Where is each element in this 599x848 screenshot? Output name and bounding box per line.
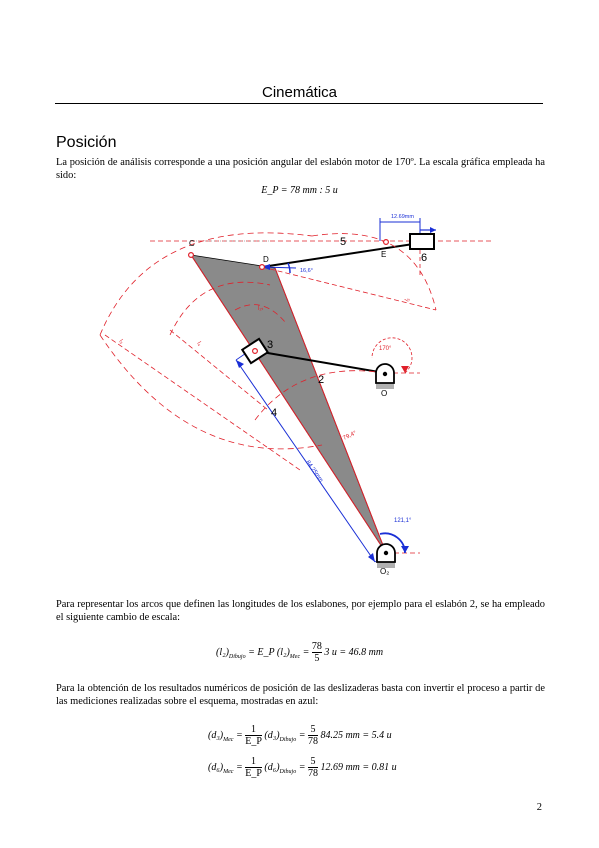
label-arc-ld: l₂ₜ: [258, 306, 264, 312]
section-title: Posición: [56, 134, 117, 151]
eq-l2-left: (l₂): [216, 646, 229, 658]
label-dim-d6: 12.69mm: [391, 214, 414, 220]
label-angle-l: 79,4°: [342, 430, 358, 442]
equation-scale: E_P = 78 mm : 5 u: [261, 185, 338, 196]
label-link-2: 2: [318, 374, 325, 386]
eq-l2-sub-mid: Mec: [289, 653, 301, 660]
equation-l2: $(l_2)_{Dibujo}$ = E_P $(l_2)_{Mec}$ = $\frac{78}{5}$ 3 u = 46.8 mm: [216, 641, 384, 664]
paragraph-scale-change: Para representar los arcos que definen las longitudes de los eslabones, por ejemplo para el eslabón 2, se ha empleado el siguiente cambio de escala:: [56, 599, 545, 623]
label-angle-d: 16,6°: [300, 268, 313, 274]
dim-d3-arrow-end: [368, 553, 375, 562]
eq-d6-right: 12.69 mm = 0.81 u: [320, 761, 397, 773]
eq-d3-sub-left: Mec: [223, 736, 234, 743]
label-o2: O₂: [380, 567, 390, 576]
page-header-title: Cinemática: [261, 84, 338, 101]
eq-d3-fraction-1: [245, 724, 262, 747]
eq-d6-frac2-den: 78: [307, 768, 318, 779]
label-angle-o2: 121,1°: [394, 518, 412, 524]
angle-o-arrow: [401, 366, 409, 373]
label-arc-l3: l₃: [117, 338, 125, 346]
label-link-5: 5: [340, 236, 347, 248]
equation-d3: $(d_3)_{Mec}$ = $\frac{1}{E\_P}$ $(d_3)_{Dibujo}$ = $\frac{5}{78}$ 84.25 mm = 5.4 u: [208, 724, 392, 747]
eq-d6-fraction-2: [308, 756, 318, 779]
label-o: O: [381, 389, 388, 398]
label-e: E: [381, 250, 387, 259]
label-link-6: 6: [421, 252, 428, 264]
eq-d6-frac1-den: E_P: [245, 768, 262, 779]
eq-d3-right: 84.25 mm = 5.4 u: [320, 729, 392, 741]
slider-6: [410, 234, 434, 249]
paragraph-intro: La posición de análisis corresponde a una posición angular del eslabón motor de 170º. La escala gráfica empleada ha sido:: [56, 157, 545, 181]
eq-l2-right: 3 u = 46.8 mm: [324, 646, 384, 658]
joint-e-ref: [384, 240, 389, 245]
eq-d3-frac1-num: 1: [245, 724, 262, 736]
dim-d6-arrow-head: [430, 227, 436, 233]
label-link-3: 3: [267, 339, 274, 351]
label-link-4: 4: [271, 407, 278, 419]
joint-c: [189, 253, 194, 258]
label-d: D: [263, 255, 269, 264]
eq-l2-fraction: [312, 641, 322, 664]
pivot-o: [376, 364, 394, 389]
eq-d6-fraction-1: [245, 756, 262, 779]
eq-d3-fraction-2: [308, 724, 318, 747]
label-arc-l4: l₄: [195, 341, 203, 348]
eq-l2-mid: = E_P (l₂): [248, 646, 290, 658]
eq-d3-frac1-den: E_P: [245, 736, 262, 747]
label-arc-l5: l₅: [404, 296, 412, 303]
label-dim-d3: 84.25mm: [304, 459, 324, 484]
eq-d6-sub-left: Mec: [223, 768, 234, 775]
angle-o2-arrow: [401, 546, 409, 553]
joint-slider-3: [253, 349, 258, 354]
eq-l2-frac-num: 78: [311, 641, 322, 652]
eq-d3-frac2-den: 78: [307, 736, 318, 747]
link-4-edge-red: [191, 255, 386, 553]
eq-d3-sub-mid: Dibujo: [279, 736, 297, 743]
eq-d3-frac2-num: 5: [308, 724, 318, 736]
eq-d3-mid: (d₃): [264, 729, 280, 741]
link-4-edge-red-2: [275, 268, 386, 553]
eq-d6-frac1-num: 1: [245, 756, 262, 768]
joint-d: [260, 265, 265, 270]
eq-d6-mid: (d₆): [264, 761, 280, 773]
eq-l2-frac-den: 5: [314, 653, 320, 664]
eq-d6-sub-mid: Dibujo: [279, 768, 297, 775]
eq-d3-left: (d₃): [208, 729, 224, 741]
equation-d6: $(d_6)_{Mec}$ = $\frac{1}{E\_P}$ $(d_6)_{Dibujo}$ = $\frac{5}{78}$ 12.69 mm = 0.81 u: [208, 756, 397, 779]
paragraph-results: Para la obtención de los resultados numéricos de posición de las deslizaderas basta con invertir el proceso a partir de las mediciones realizadas sobre el esquema, mostradas en azul:: [56, 683, 545, 707]
label-c: C: [189, 239, 195, 248]
page-number: 2: [536, 802, 542, 813]
eq-d6-left: (d₆): [208, 761, 224, 773]
eq-d6-frac2-num: 5: [308, 756, 318, 768]
pivot-o2: [377, 544, 395, 568]
label-angle-o: 170°: [379, 346, 392, 352]
eq-l2-sub-left: Dibujo: [228, 653, 246, 660]
dim-d3-arrow-start: [236, 360, 244, 368]
